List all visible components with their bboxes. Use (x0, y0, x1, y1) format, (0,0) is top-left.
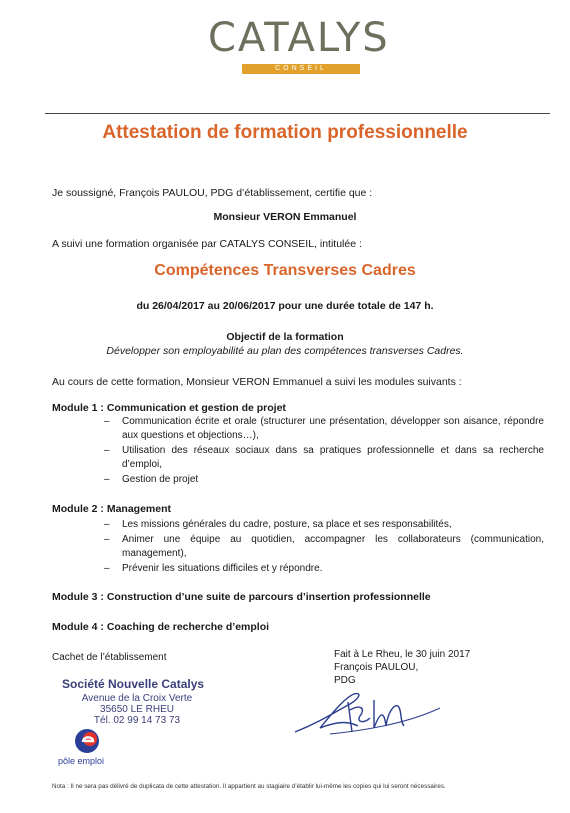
header-divider (45, 113, 550, 114)
signer-role: PDG (334, 675, 356, 686)
catalys-logo (208, 14, 390, 84)
module-3-title: Module 3 : Construction d’une suite de parcours d’insertion professionnelle (52, 591, 431, 603)
stamp-street: Avenue de la Croix Verte (81, 693, 193, 704)
bullet-dash: – (104, 534, 110, 545)
bullet-dash: – (104, 519, 110, 530)
module-2-title: Module 2 : Management (52, 503, 172, 515)
place-date: Fait à Le Rheu, le 30 juin 2017 (334, 649, 471, 660)
training-dates: du 26/04/2017 au 20/06/2017 pour une durée totale de 147 h. (136, 300, 434, 312)
list-item (104, 415, 544, 443)
objective-text: Développer son employabilité au plan des compétences transverses Cadres. (106, 345, 464, 357)
bullet-dash: – (104, 474, 110, 485)
nota-footer: Nota : Il ne sera pas délivré de duplicata de cette attestation. Il appartient au stagiaire d’établir lui-même les copies qui lui seront nécessaires. (52, 783, 446, 790)
module-1-title: Module 1 : Communication et gestion de projet (52, 402, 286, 414)
logo-name: CATALYS (208, 15, 390, 61)
logo-subtitle: CONSEIL (242, 64, 360, 74)
module-2-list (104, 518, 544, 577)
company-stamp (62, 677, 212, 726)
list-item (104, 518, 544, 532)
bullet-dash: – (104, 563, 110, 574)
module-item-text: Prévenir les situations difficiles et y répondre. (122, 563, 323, 574)
followed-text: A suivi une formation organisée par CATALYS CONSEIL, intitulée : (52, 238, 362, 250)
trainee-name: Monsieur VERON Emmanuel (213, 211, 357, 223)
modules-intro: Au cours de cette formation, Monsieur VERON Emmanuel a suivi les modules suivants : (52, 376, 462, 388)
signer-name: François PAULOU, (334, 662, 419, 673)
list-item (104, 562, 544, 576)
intro-text: Je soussigné, François PAULOU, PDG d’établissement, certifie que : (52, 187, 373, 199)
document-title: Attestation de formation professionnelle (102, 122, 468, 143)
course-title: Compétences Transverses Cadres (154, 262, 416, 279)
module-item-text: Utilisation des réseaux sociaux dans sa pratiques professionnelle et dans sa recherche d’emploi, (122, 445, 544, 470)
module-item-text: Gestion de projet (122, 474, 199, 485)
bullet-dash: – (104, 445, 110, 456)
list-item (104, 533, 544, 561)
module-1-list (104, 415, 544, 488)
module-item-text: Animer une équipe au quotidien, accompagner les collaborateurs (communication, management), (122, 534, 544, 559)
objective-heading: Objectif de la formation (226, 331, 344, 343)
pole-emploi-icon (74, 728, 100, 754)
stamp-company: Société Nouvelle Catalys (62, 677, 205, 691)
module-item-text: Les missions générales du cadre, posture, sa place et ses responsabilités, (122, 519, 452, 530)
handwritten-signature (290, 682, 450, 742)
cachet-label: Cachet de l’établissement (52, 652, 167, 663)
bullet-dash: – (104, 416, 110, 427)
module-4-title: Module 4 : Coaching de recherche d’emploi (52, 621, 270, 633)
stamp-city: 35650 LE RHEU (100, 704, 174, 715)
pole-emploi-text: pôle emploi (58, 756, 105, 766)
list-item (104, 444, 544, 472)
stamp-phone: Tél. 02 99 14 73 73 (93, 715, 181, 726)
module-item-text: Communication écrite et orale (structurer une présentation, développer son aisance, répondre aux questions et objections…), (122, 416, 544, 441)
list-item (104, 473, 544, 487)
